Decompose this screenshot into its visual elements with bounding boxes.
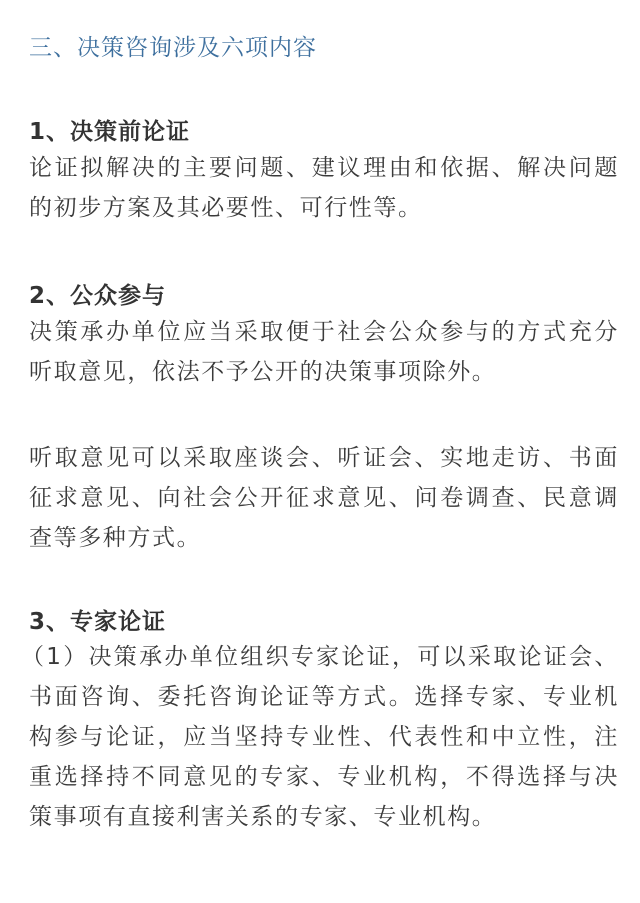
item-2-paragraph-2: 听取意见可以采取座谈会、听证会、实地走访、书面征求意见、向社会公开征求意见、问卷调查、民意调查等多种方式。 — [29, 445, 619, 551]
item-3-heading: 3、专家论证 — [29, 609, 167, 635]
item-1-heading: 1、决策前论证 — [29, 119, 191, 145]
item-2-paragraph-1: 决策承办单位应当采取便于社会公众参与的方式充分听取意见，依法不予公开的决策事项除外。 — [29, 319, 619, 385]
item-2-heading: 2、公众参与 — [29, 283, 167, 309]
section-title: 三、决策咨询涉及六项内容 — [29, 35, 317, 61]
item-1-paragraph: 论证拟解决的主要问题、建议理由和依据、解决问题的初步方案及其必要性、可行性等。 — [29, 155, 619, 221]
item-3-paragraph: （1）决策承办单位组织专家论证，可以采取论证会、书面咨询、委托咨询论证等方式。选择专家、专业机构参与论证，应当坚持专业性、代表性和中立性，注重选择持不同意见的专家、专业机构，不得选择与决策事项有直接利害关系的专家、专业机构。 — [21, 644, 619, 830]
